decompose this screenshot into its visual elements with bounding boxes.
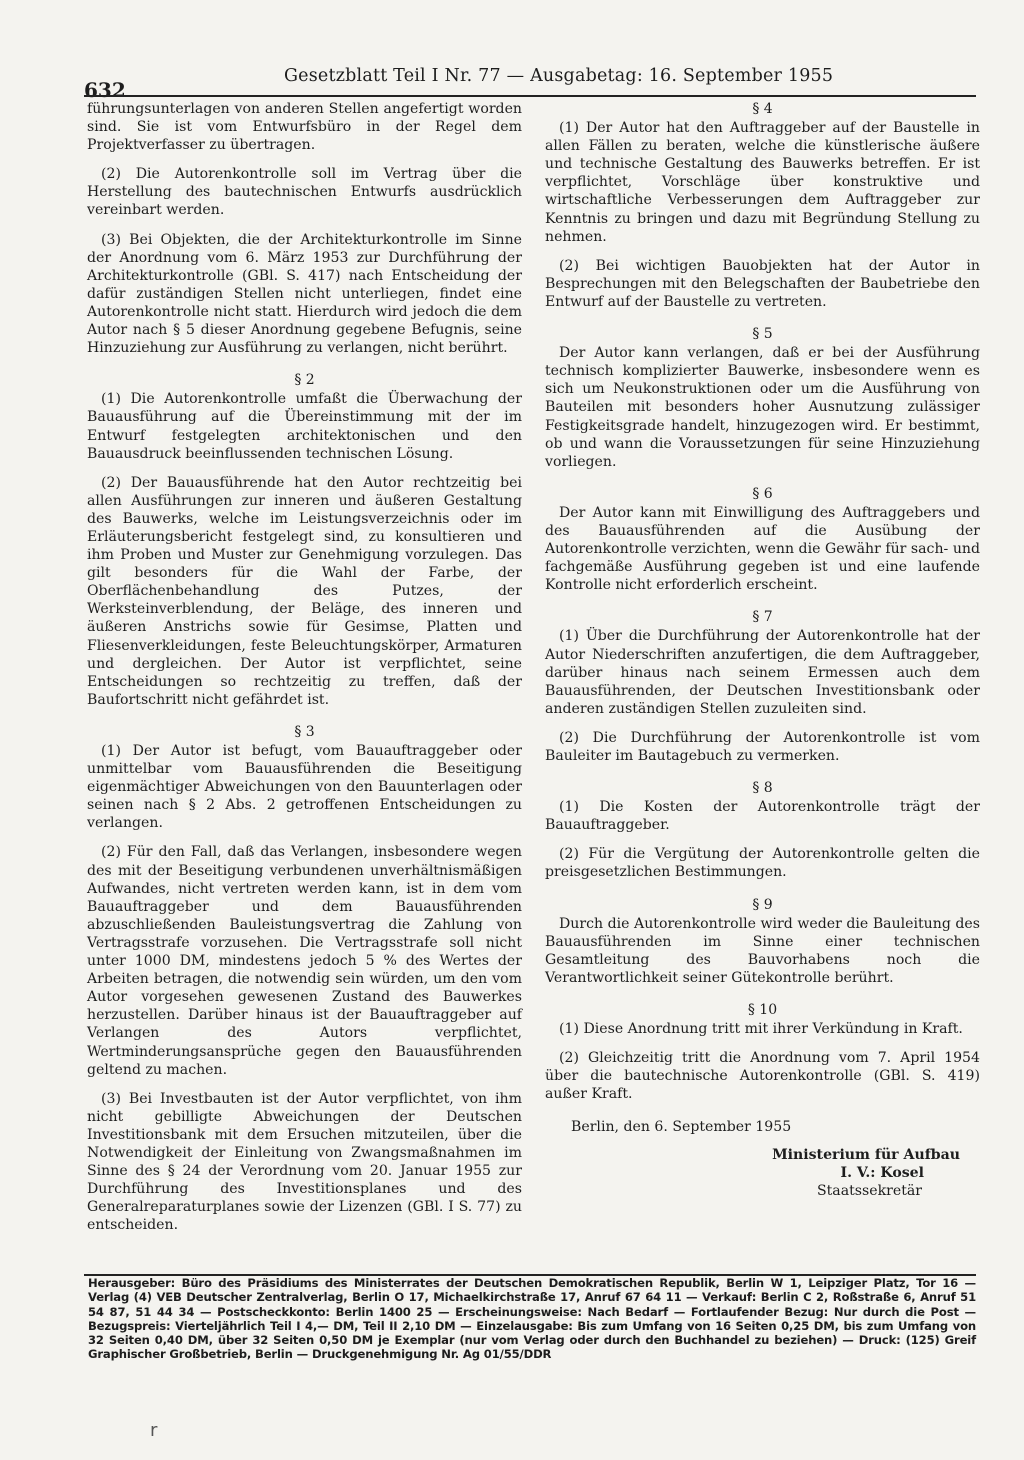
section-1-paragraph-2: (2) Die Autorenkontrolle soll im Vertrag über die Herstellung des bautechnischen Entwurfs ausdrücklich vereinbart werden. [87,166,522,219]
section-5-paragraph-1: Der Autor kann verlangen, daß er bei der Ausführung technisch komplizierter Bauwerke, insbesondere wenn es sich um Neukonstruktionen oder um die Ausführung von Bauteilen mit besonders hoher Ausnutzung zulässiger Festigkeitsgrade handelt, hinzugezogen wird. Er bestimmt, ob und wann die Voraussetzungen für seine Hinzuziehung vorliegen. [545,345,980,470]
section-2-heading: § 2 [294,372,315,389]
ministry-name: Ministerium für Aufbau [772,1146,960,1163]
section-8-heading: § 8 [752,780,773,797]
place-and-date: Berlin, den 6. September 1955 [571,1118,792,1135]
margin-mark: r [150,1420,158,1441]
section-4-paragraph-2: (2) Bei wichtigen Bauobjekten hat der Autor in Besprechungen mit den Belegschaften der Baubetriebe den Entwurf auf der Baustelle zu vertreten. [545,257,980,310]
section-5-heading: § 5 [752,326,773,343]
section-7-paragraph-2: (2) Die Durchführung der Autorenkontrolle ist vom Bauleiter im Bautagebuch zu vermerken. [545,729,980,764]
left-column [87,100,522,1245]
right-column [545,100,980,1200]
signatory-title: Staatssekretär [816,1182,922,1199]
section-3-paragraph-2: (2) Für den Fall, daß das Verlangen, insbesondere wegen des mit der Beseitigung verbundenen unverhältnismäßigen Aufwandes, nicht vertreten werden kann, ist in dem vom Bauauftraggeber und dem Bauausführenden abzuschließenden Bauleistungsvertrag die Zahlung von Vertragsstrafe vorzusehen. Die Vertragsstrafe soll nicht unter 1000 DM, mindestens jedoch 5 % des Wertes der Arbeiten betragen, die notwendig sein würden, um den vom Autor vorgesehen gewesenen Zustand des Bauwerkes herzustellen. Darüber hinaus ist der Bauauftraggeber auf Verlangen des Autors verpflichtet, Wertminderungsansprüche gegen den Bauausführenden geltend zu machen. [87,844,522,1078]
section-8-paragraph-2: (2) Für die Vergütung der Autorenkontrolle gelten die preisgesetzlichen Bestimmungen. [545,846,980,881]
page-number: 632 [84,78,126,102]
section-9-heading: § 9 [752,896,773,913]
section-10-paragraph-1: (1) Diese Anordnung tritt mit ihrer Verkündung in Kraft. [559,1021,963,1038]
section-3-paragraph-3: (3) Bei Investbauten ist der Autor verpflichtet, von ihm nicht gebilligte Abweichungen der Deutschen Investitionsbank mit dem Ersuchen mitzuteilen, über die Notwendigkeit der Einleitung von Zwangsmaßnahmen im Sinne des § 24 der Verordnung vom 20. Januar 1955 zur Durchführung des Investitionsplanes und des Generalreparaturplanes sowie der Lizenzen (GBl. I S. 77) zu entscheiden. [87,1090,522,1234]
section-8-paragraph-1: (1) Die Kosten der Autorenkontrolle trägt der Bauauftraggeber. [545,799,980,834]
publisher-imprint: Herausgeber: Büro des Präsidiums des Ministerrates der Deutschen Demokratischen Republik, Berlin W 1, Leipziger Platz, Tor 16 — Verlag (4) VEB Deutscher Zentralverlag, Berlin O 17, Michaelkirchstraße 17, Anruf 67 64 11 — Verkauf: Berlin C 2, Roßstraße 6, Anruf 51 54 87, 51 44 34 — Postscheckkonto: Berlin 1400 25 — Erscheinungsweise: Nach Bedarf — Fortlaufender Bezug: Nur durch die Post — Bezugspreis: Vierteljährlich Teil I 4,— DM, Teil II 2,10 DM — Einzelausgabe: Bis zum Umfang von 16 Seiten 0,25 DM, bis zum Umfang von 32 Seiten 0,40 DM, über 32 Seiten 0,50 DM je Exemplar (nur vom Verlag oder durch den Buchhandel zu beziehen) — Druck: (125) Greif Graphischer Großbetrieb, Berlin — Druckgenehmigung Nr. Ag 01/55/DDR [88,1276,976,1362]
gazette-title: Gesetzblatt Teil I Nr. 77 — Ausgabetag: 16. September 1955 [284,66,834,86]
section-3-heading: § 3 [294,723,315,740]
paragraph-continuation: führungsunterlagen von anderen Stellen angefertigt worden sind. Sie ist vom Entwurfsbüro in der Regel dem Projektverfasser zu übertragen. [87,101,522,154]
section-1-paragraph-3: (3) Bei Objekten, die der Architekturkontrolle im Sinne der Anordnung vom 6. März 1953 zur Durchführung der Architekturkontrolle (GBl. S. 417) nach Entscheidung der dafür zuständigen Stellen nicht unterliegen, findet eine Autorenkontrolle nicht statt. Hierdurch wird jedoch die dem Autor nach § 5 dieser Anordnung gegebene Befugnis, seine Hinzuziehung zur Ausführung zu verlangen, nicht berührt. [87,231,522,357]
section-2-paragraph-1: (1) Die Autorenkontrolle umfaßt die Überwachung der Bauausführung auf die Übereinstimmung mit der im Entwurf festgelegten architektonischen und den Bauausdruck beeinflussenden technischen Lösung. [87,391,522,462]
section-4-heading: § 4 [752,101,773,117]
section-2-paragraph-2: (2) Der Bauausführende hat den Autor rechtzeitig bei allen Ausführungen zur inneren und äußeren Gestaltung des Bauwerks, welche im Leistungsverzeichnis oder im Erläuterungsbericht festgelegt sind, zu konsultieren und ihm Proben und Muster zur Genehmigung vorzulegen. Das gilt besonders für die Wahl der Farbe, der Oberflächenbehandlung des Putzes, der Werksteinverblendung, der Beläge, des inneren und äußeren Anstrichs sowie für Gesimse, Platten und Fliesenverkleidungen, feste Beleuchtungskörper, Armaturen und dergleichen. Der Autor ist verpflichtet, seine Entscheidungen so rechtzeitig zu treffen, daß der Baufortschritt nicht gefährdet ist. [87,474,522,708]
page-header [84,66,977,102]
section-10-heading: § 10 [747,1002,778,1019]
section-4-paragraph-1: (1) Der Autor hat den Auftraggeber auf der Baustelle in allen Fällen zu beraten, welche die künstlerische äußere und technische Gestaltung des Bauwerks betreffen. Er ist verpflichtet, Vorschläge über konstruktive und wirtschaftliche Verbesserungen dem Auftraggeber zur Kenntnis zu bringen und dazu mit Begründung Stellung zu nehmen. [545,120,980,245]
section-10-paragraph-2: (2) Gleichzeitig tritt die Anordnung vom 7. April 1954 über die bautechnische Autorenkontrolle (GBl. S. 419) außer Kraft. [545,1050,980,1103]
section-3-paragraph-1: (1) Der Autor ist befugt, vom Bauauftraggeber oder unmittelbar vom Bauausführenden die Beseitigung eigenmächtiger Abweichungen von den Bauunterlagen oder seinen nach § 2 Abs. 2 getroffenen Entscheidungen zu verlangen. [87,743,522,832]
header-divider [84,95,976,97]
section-7-heading: § 7 [752,609,773,626]
section-6-heading: § 6 [752,485,773,502]
signature-block [545,1118,980,1200]
signatory-name: I. V.: Kosel [840,1164,924,1181]
section-7-paragraph-1: (1) Über die Durchführung der Autorenkontrolle hat der Autor Niederschriften anzufertigen, die dem Auftraggeber, darüber hinaus nach seinem Ermessen auch dem Bauausführenden, der Deutschen Investitionsbank oder anderen zuständigen Stellen zuzuleiten sind. [545,628,980,717]
section-9-paragraph-1: Durch die Autorenkontrolle wird weder die Bauleitung des Bauausführenden im Sinne einer technischen Gesamtleitung des Bauvorhabens noch die Verantwortlichkeit seiner Gütekontrolle berührt. [545,915,980,986]
section-6-paragraph-1: Der Autor kann mit Einwilligung des Auftraggebers und des Bauausführenden auf die Ausübung der Autorenkontrolle verzichten, wenn die Gewähr für sach- und fachgemäße Ausführung gegeben ist und eine laufende Kontrolle nicht erforderlich erscheint. [545,504,980,594]
